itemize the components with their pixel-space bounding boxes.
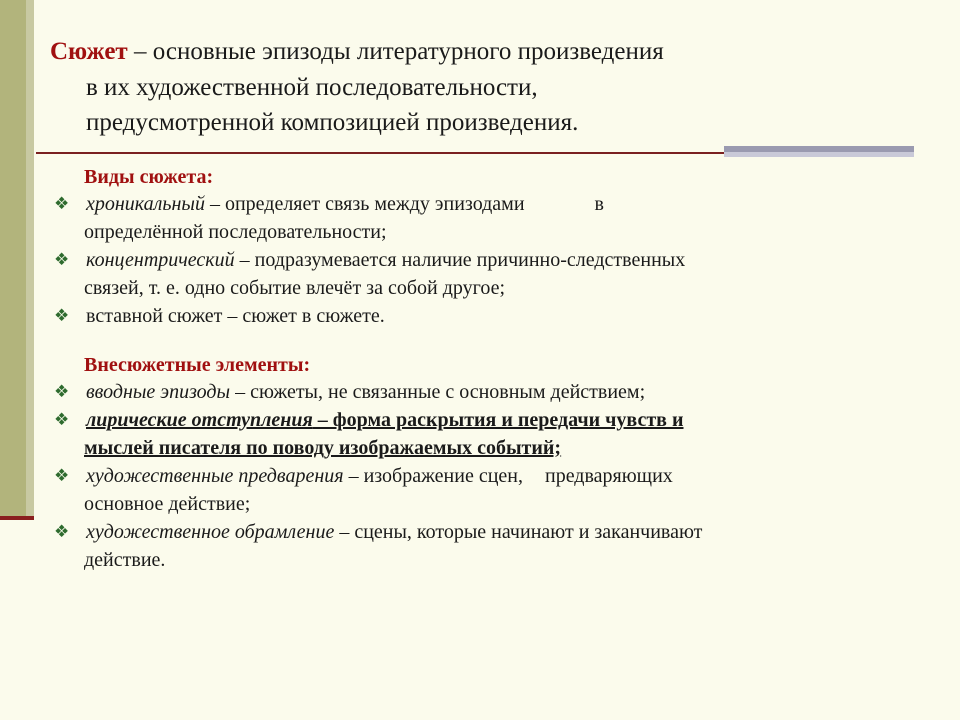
list-item-text bbox=[84, 379, 946, 406]
list-item bbox=[46, 463, 946, 490]
diamond-bullet-icon: ❖ bbox=[54, 382, 70, 401]
list-item bbox=[46, 303, 946, 330]
left-decor-bar bbox=[0, 0, 26, 516]
list-item-text bbox=[84, 191, 946, 218]
title-divider-accent-light bbox=[724, 152, 914, 157]
title-line-1 bbox=[50, 34, 910, 70]
list-item-text bbox=[84, 407, 946, 434]
diamond-bullet-icon: ❖ bbox=[54, 250, 70, 269]
list-item bbox=[46, 191, 946, 218]
list-item bbox=[46, 407, 946, 434]
term-rest: – сцены, которые начинают и заканчивают bbox=[334, 521, 703, 543]
diamond-bullet-icon: ❖ bbox=[54, 522, 70, 541]
left-decor-bar-accent bbox=[0, 516, 34, 520]
list-item-text bbox=[84, 519, 946, 546]
left-decor-bar-light bbox=[26, 0, 34, 516]
term-rest: – изображение сцен, bbox=[343, 465, 523, 487]
term-rest: – определяет связь между эпизодами bbox=[204, 193, 525, 215]
term-underlined-italic: лирические отступления bbox=[86, 409, 313, 431]
section-heading-types: Виды сюжета: bbox=[84, 166, 214, 188]
diamond-bullet-icon: ❖ bbox=[54, 466, 70, 485]
title-line-2: в их художественной последовательности, bbox=[86, 73, 538, 101]
term-rest: – подразумевается наличие причинно-следственных bbox=[234, 249, 686, 271]
bottom-strip bbox=[0, 684, 960, 720]
list-item bbox=[46, 519, 946, 546]
list-item-continuation: основное действие; bbox=[84, 493, 251, 515]
term-italic: концентрический bbox=[86, 249, 235, 271]
list-item bbox=[46, 379, 946, 406]
term-rest: – сюжеты, не связанные с основным действием; bbox=[230, 381, 646, 403]
term-tail: в bbox=[594, 193, 604, 215]
title-keyword: Сюжет bbox=[50, 38, 128, 65]
term-rest: вставной сюжет – сюжет в сюжете. bbox=[86, 305, 385, 327]
term-italic: вводные эпизоды bbox=[86, 381, 231, 403]
list-item-continuation: действие. bbox=[84, 549, 166, 571]
page-title bbox=[50, 34, 910, 141]
title-divider bbox=[36, 152, 724, 154]
term-tail: предваряющих bbox=[544, 465, 673, 487]
title-line-1-rest: – основные эпизоды литературного произведения bbox=[127, 38, 664, 65]
list-item-text bbox=[84, 303, 946, 330]
diamond-bullet-icon: ❖ bbox=[54, 194, 70, 213]
list-item-continuation: мыслей писателя по поводу изображаемых событий; bbox=[84, 437, 562, 459]
diamond-bullet-icon: ❖ bbox=[54, 306, 70, 325]
list-item bbox=[46, 247, 946, 274]
list-item-text bbox=[84, 463, 946, 490]
list-item-continuation: определённой последовательности; bbox=[84, 221, 387, 243]
term-underlined-bold: – форма раскрытия и передачи чувств и bbox=[312, 409, 684, 431]
list-item-text bbox=[84, 247, 946, 274]
title-line-3: предусмотренной композицией произведения. bbox=[86, 109, 579, 136]
section-heading-extraplot: Внесюжетные элементы: bbox=[84, 354, 311, 376]
term-italic: художественное обрамление bbox=[86, 521, 335, 543]
term-italic: художественные предварения bbox=[86, 465, 344, 487]
slide-content bbox=[46, 166, 946, 575]
diamond-bullet-icon: ❖ bbox=[54, 410, 70, 429]
list-item-continuation: связей, т. е. одно событие влечёт за собой другое; bbox=[84, 277, 506, 299]
term-italic: хроникальный bbox=[86, 193, 205, 215]
